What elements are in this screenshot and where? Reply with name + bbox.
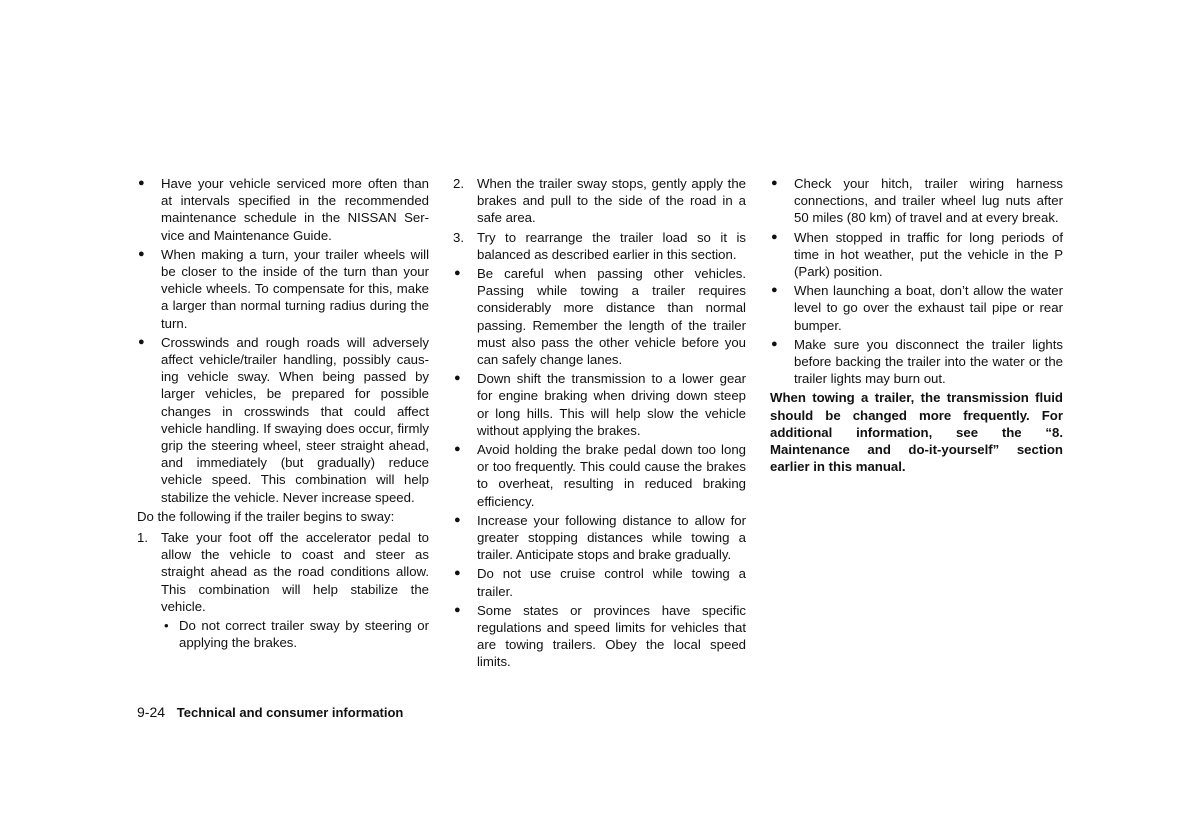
list-item: ● When launching a boat, don’t allow the water level to go over the exhaust tail pipe or rear bumper.	[771, 283, 1063, 333]
bullet-icon: ●	[454, 267, 461, 280]
list-item: ● When stopped in traffic for long periods of time in hot weather, put the vehicle in the P (Park) position.	[771, 229, 1063, 280]
transmission-note: When towing a trailer, the transmission fluid should be changed more frequently. For additional information, see the “8. Maintenance and do-it-yourself” section earlier in this manual.	[770, 390, 1063, 475]
bullet-icon: ●	[138, 335, 145, 348]
list-item: ● Some states or provinces have specific regulations and speed limits for vehicles that are towing trailers. Obey the local speed limits.	[454, 602, 746, 670]
step-1: 1. Take your foot off the accelerator pedal to allow the vehicle to coast and steer as straight ahead as the road conditions allow. This combination will help stabilize the vehicle.	[137, 530, 429, 614]
bullet-icon: ●	[454, 372, 461, 385]
bullet-icon: ●	[454, 567, 461, 580]
list-item: ● When making a turn, your trailer wheels will be closer to the inside of the turn than your vehicle wheels. To compensate for this, make a larger than normal turning radius during the turn.	[138, 246, 429, 331]
list-item: ● Have your vehicle serviced more often than at intervals specified in the recommended maintenance schedule in the NISSAN Ser-vice and Maintenance Guide.	[138, 176, 429, 243]
bullet-icon: ●	[454, 603, 461, 616]
step-number: 3.	[453, 229, 464, 245]
sub-list-item: • Do not correct trailer sway by steering or applying the brakes.	[164, 618, 429, 651]
sway-intro: Do the following if the trailer begins to sway:	[137, 508, 395, 524]
list-item: ● Down shift the transmission to a lower gear for engine braking when driving down steep or long hills. This will help slow the vehicle without applying the brakes.	[454, 371, 746, 438]
list-item: ● Crosswinds and rough roads will adversely affect vehicle/trailer handling, possibly caus-ing vehicle sway. When being passed by larger vehicles, be prepared for possible changes in crosswinds that could affect vehicle handling. If swaying does occur, firmly grip the steering wheel, steer straight ahead, and immediately (but gradually) reduce vehicle speed. This combination will help stabilize the vehicle. Never increase speed.	[138, 334, 429, 505]
list-item: ● Check your hitch, trailer wiring harness connections, and trailer wheel lug nuts after 50 miles (80 km) of travel and at every break.	[771, 176, 1063, 226]
bullet-icon: ●	[138, 177, 145, 189]
bullet-icon: ●	[771, 230, 778, 243]
bullet-icon: ●	[771, 177, 778, 189]
bullet-icon: ●	[454, 443, 461, 456]
step-3: 3. Try to rearrange the trailer load so it is balanced as described earlier in this section.	[453, 229, 746, 262]
page-number: 9-24	[137, 704, 166, 720]
list-item: ● Make sure you disconnect the trailer lights before backing the trailer into the water or the trailer lights may burn out.	[771, 336, 1063, 387]
bullet-icon: ●	[138, 247, 145, 260]
list-item: ● Avoid holding the brake pedal down too long or too frequently. This could cause the brakes to overheat, resulting in reduced braking efficiency.	[454, 442, 746, 509]
list-item: ● Be careful when passing other vehicles. Passing while towing a trailer requires considerably more distance than normal passing. Remember the length of the trailer must also pass the other vehicle before you can safely change lanes.	[454, 266, 746, 368]
bullet-icon: ●	[771, 284, 778, 297]
page-footer	[137, 704, 403, 720]
step-number: 2.	[453, 176, 464, 191]
column-2	[453, 175, 746, 673]
column-3	[770, 175, 1063, 475]
bullet-icon: ●	[454, 513, 461, 526]
section-title: Technical and consumer information	[176, 705, 404, 720]
list-item: ● Increase your following distance to allow for greater stopping distances while towing a trailer. Anticipate stops and brake gradually.	[454, 512, 746, 563]
step-number: 1.	[137, 530, 148, 546]
bullet-icon: ●	[771, 337, 778, 350]
list-item: ● Do not use cruise control while towing a trailer.	[454, 566, 746, 599]
column-1	[137, 175, 429, 651]
sub-bullet-icon: •	[164, 618, 169, 634]
step-2: 2. When the trailer sway stops, gently apply the brakes and pull to the side of the road in a safe area.	[453, 176, 746, 226]
